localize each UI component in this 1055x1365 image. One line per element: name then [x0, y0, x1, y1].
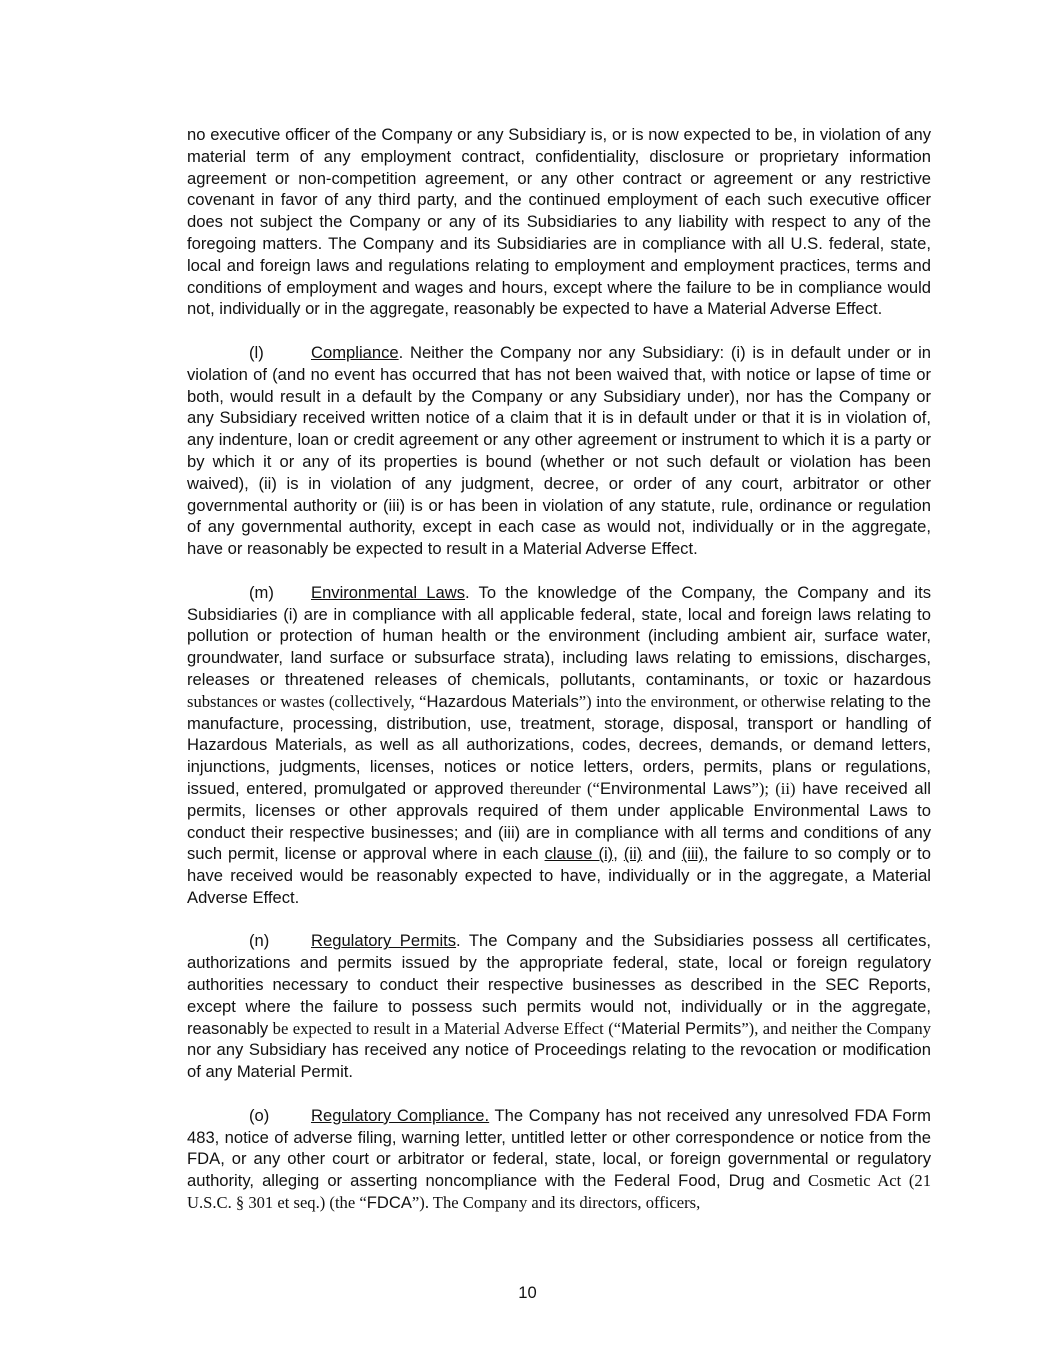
reference-ii: (ii): [623, 844, 643, 864]
paragraph-l-compliance: [187, 342, 931, 560]
paragraph-o-body-3: ”). The Company and its directors, officers,: [411, 1193, 701, 1213]
page-number: 10: [518, 1283, 537, 1302]
heading-regulatory-compliance: Regulatory Compliance.: [311, 1105, 490, 1125]
enum-m: (m): [249, 582, 274, 602]
paragraph-m-body-4: relating to the manufacture, processing, distribution, use, treatment, storage, disposal, transport or handling of Hazardous Materials, as well as all authorizations, codes, decrees, demands, or demand letters, injunctions, judgments, licenses, notices or notice letters, orders, permits, plans or regulations, issued, entered, promulgated or approved: [187, 691, 931, 798]
paragraph-n-body-2: be expected to result in a Material Adverse Effect (“: [268, 1018, 622, 1038]
paragraph-m-body-8: , the failure to so comply or to have received would be reasonably expected to have, individually or in the aggregate, a Material Adverse Effect.: [187, 844, 931, 907]
paragraph-o-body-2: Cosmetic Act (21 U.S.C. § 301 et seq.) (the “: [187, 1171, 931, 1213]
heading-compliance: Compliance: [311, 342, 399, 362]
paragraph-m-body-7: have received all permits, licenses or other approvals required of them under applicable Environmental Laws to conduct their respective businesses; and (iii) are in compliance with all terms and conditions of any such permit, license or approval where in each: [187, 778, 931, 864]
separator-1: ,: [613, 844, 624, 864]
paragraph-n-regulatory-permits: [187, 930, 931, 1083]
paragraph-l-body: . Neither the Company nor any Subsidiary: (i) is in default under or in violation of (and no event has occurred that has not been waived that, with notice or lapse of time or both, would result in a default by the Company or any Subsidiary under), nor has the Company or any Subsidiary received written notice of a claim that it is in default under or that it is in violation of, any indenture, loan or credit agreement or any other agreement or instrument to which it is a party or by which it or any of its properties is bound (whether or not such default or violation has been waived), (ii) is in violation of any judgment, decree, or order of any court, arbitrator or other governmental authority or (iii) is or has been in violation of any statute, rule, ordinance or regulation of any governmental authority, except in each case as would not, individually or in the aggregate, have or reasonably be expected to result in a Material Adverse Effect.: [187, 342, 931, 559]
heading-environmental-laws: Environmental Laws: [311, 582, 466, 602]
defined-term-hazardous-materials: Hazardous Materials: [426, 691, 579, 711]
paragraph-m-body-2: substances or wastes (collectively, “: [187, 691, 427, 711]
paragraph-o-regulatory-compliance: [187, 1105, 931, 1214]
paragraph-o-body-1: The Company has not received any unresolved FDA Form 483, notice of adverse filing, warning letter, untitled letter or other correspondence or notice from the FDA, or any other court or arbitrator or federal, state, local, or foreign governmental or regulatory authority, alleging or asserting noncompliance with the Federal Food, Drug and: [187, 1105, 931, 1191]
reference-clause-i: clause (i): [544, 844, 614, 864]
heading-regulatory-permits: Regulatory Permits: [311, 931, 457, 951]
separator-2: and: [642, 844, 682, 864]
document-page: [187, 124, 931, 1236]
paragraph-m-body-5: thereunder (“: [503, 778, 600, 798]
enum-o: (o): [249, 1105, 270, 1125]
defined-term-fdca: FDCA: [366, 1193, 412, 1213]
paragraph-m-body-1: . To the knowledge of the Company, the Company and its Subsidiaries (i) are in compliance with all applicable federal, state, local and foreign laws relating to pollution or protection of human health or the environment (including ambient air, surface water, groundwater, land surface or subsurface strata), including laws relating to emissions, discharges, releases or threatened releases of chemicals, pollutants, contaminants, or toxic or hazardous: [187, 582, 931, 689]
enum-n: (n): [249, 931, 270, 951]
paragraph-continuation: no executive officer of the Company or any Subsidiary is, or is now expected to be, in violation of any material term of any employment contract, confidentiality, disclosure or proprietary information agreement or non-competition agreement, or any other contract or agreement or any restrictive covenant in favor of any third party, and the continued employment of each such executive officer does not subject the Company or any of its Subsidiaries to any liability with respect to any of the foregoing matters. The Company and its Subsidiaries are in compliance with all U.S. federal, state, local and foreign laws and regulations relating to employment and employment practices, terms and conditions of employment and wages and hours, except where the failure to be in compliance would not, individually or in the aggregate, reasonably be expected to have a Material Adverse Effect.: [187, 125, 931, 319]
enum-l: (l): [249, 342, 264, 362]
paragraph-n-body-1: . The Company and the Subsidiaries possess all certificates, authorizations and permits issued by the appropriate federal, state, local or foreign regulatory authorities necessary to conduct their respective businesses as described in the SEC Reports, except where the failure to possess such permits would not, individually or in the aggregate, reasonably: [187, 931, 931, 1038]
paragraph-m-body-6: ”); (ii): [751, 778, 796, 798]
paragraph-m-body-3: ”) into the environment, or otherwise: [578, 691, 826, 711]
paragraph-m-environmental-laws: [187, 582, 931, 909]
reference-iii: (iii): [681, 844, 704, 864]
paragraph-n-body-3: ”), and neither the Company: [741, 1018, 932, 1038]
paragraph-n-body-4: nor any Subsidiary has received any notice of Proceedings relating to the revocation or modification of any Material Permit.: [187, 1040, 931, 1082]
defined-term-environmental-laws: Environmental Laws: [599, 778, 752, 798]
defined-term-material-permits: Material Permits: [621, 1018, 742, 1038]
